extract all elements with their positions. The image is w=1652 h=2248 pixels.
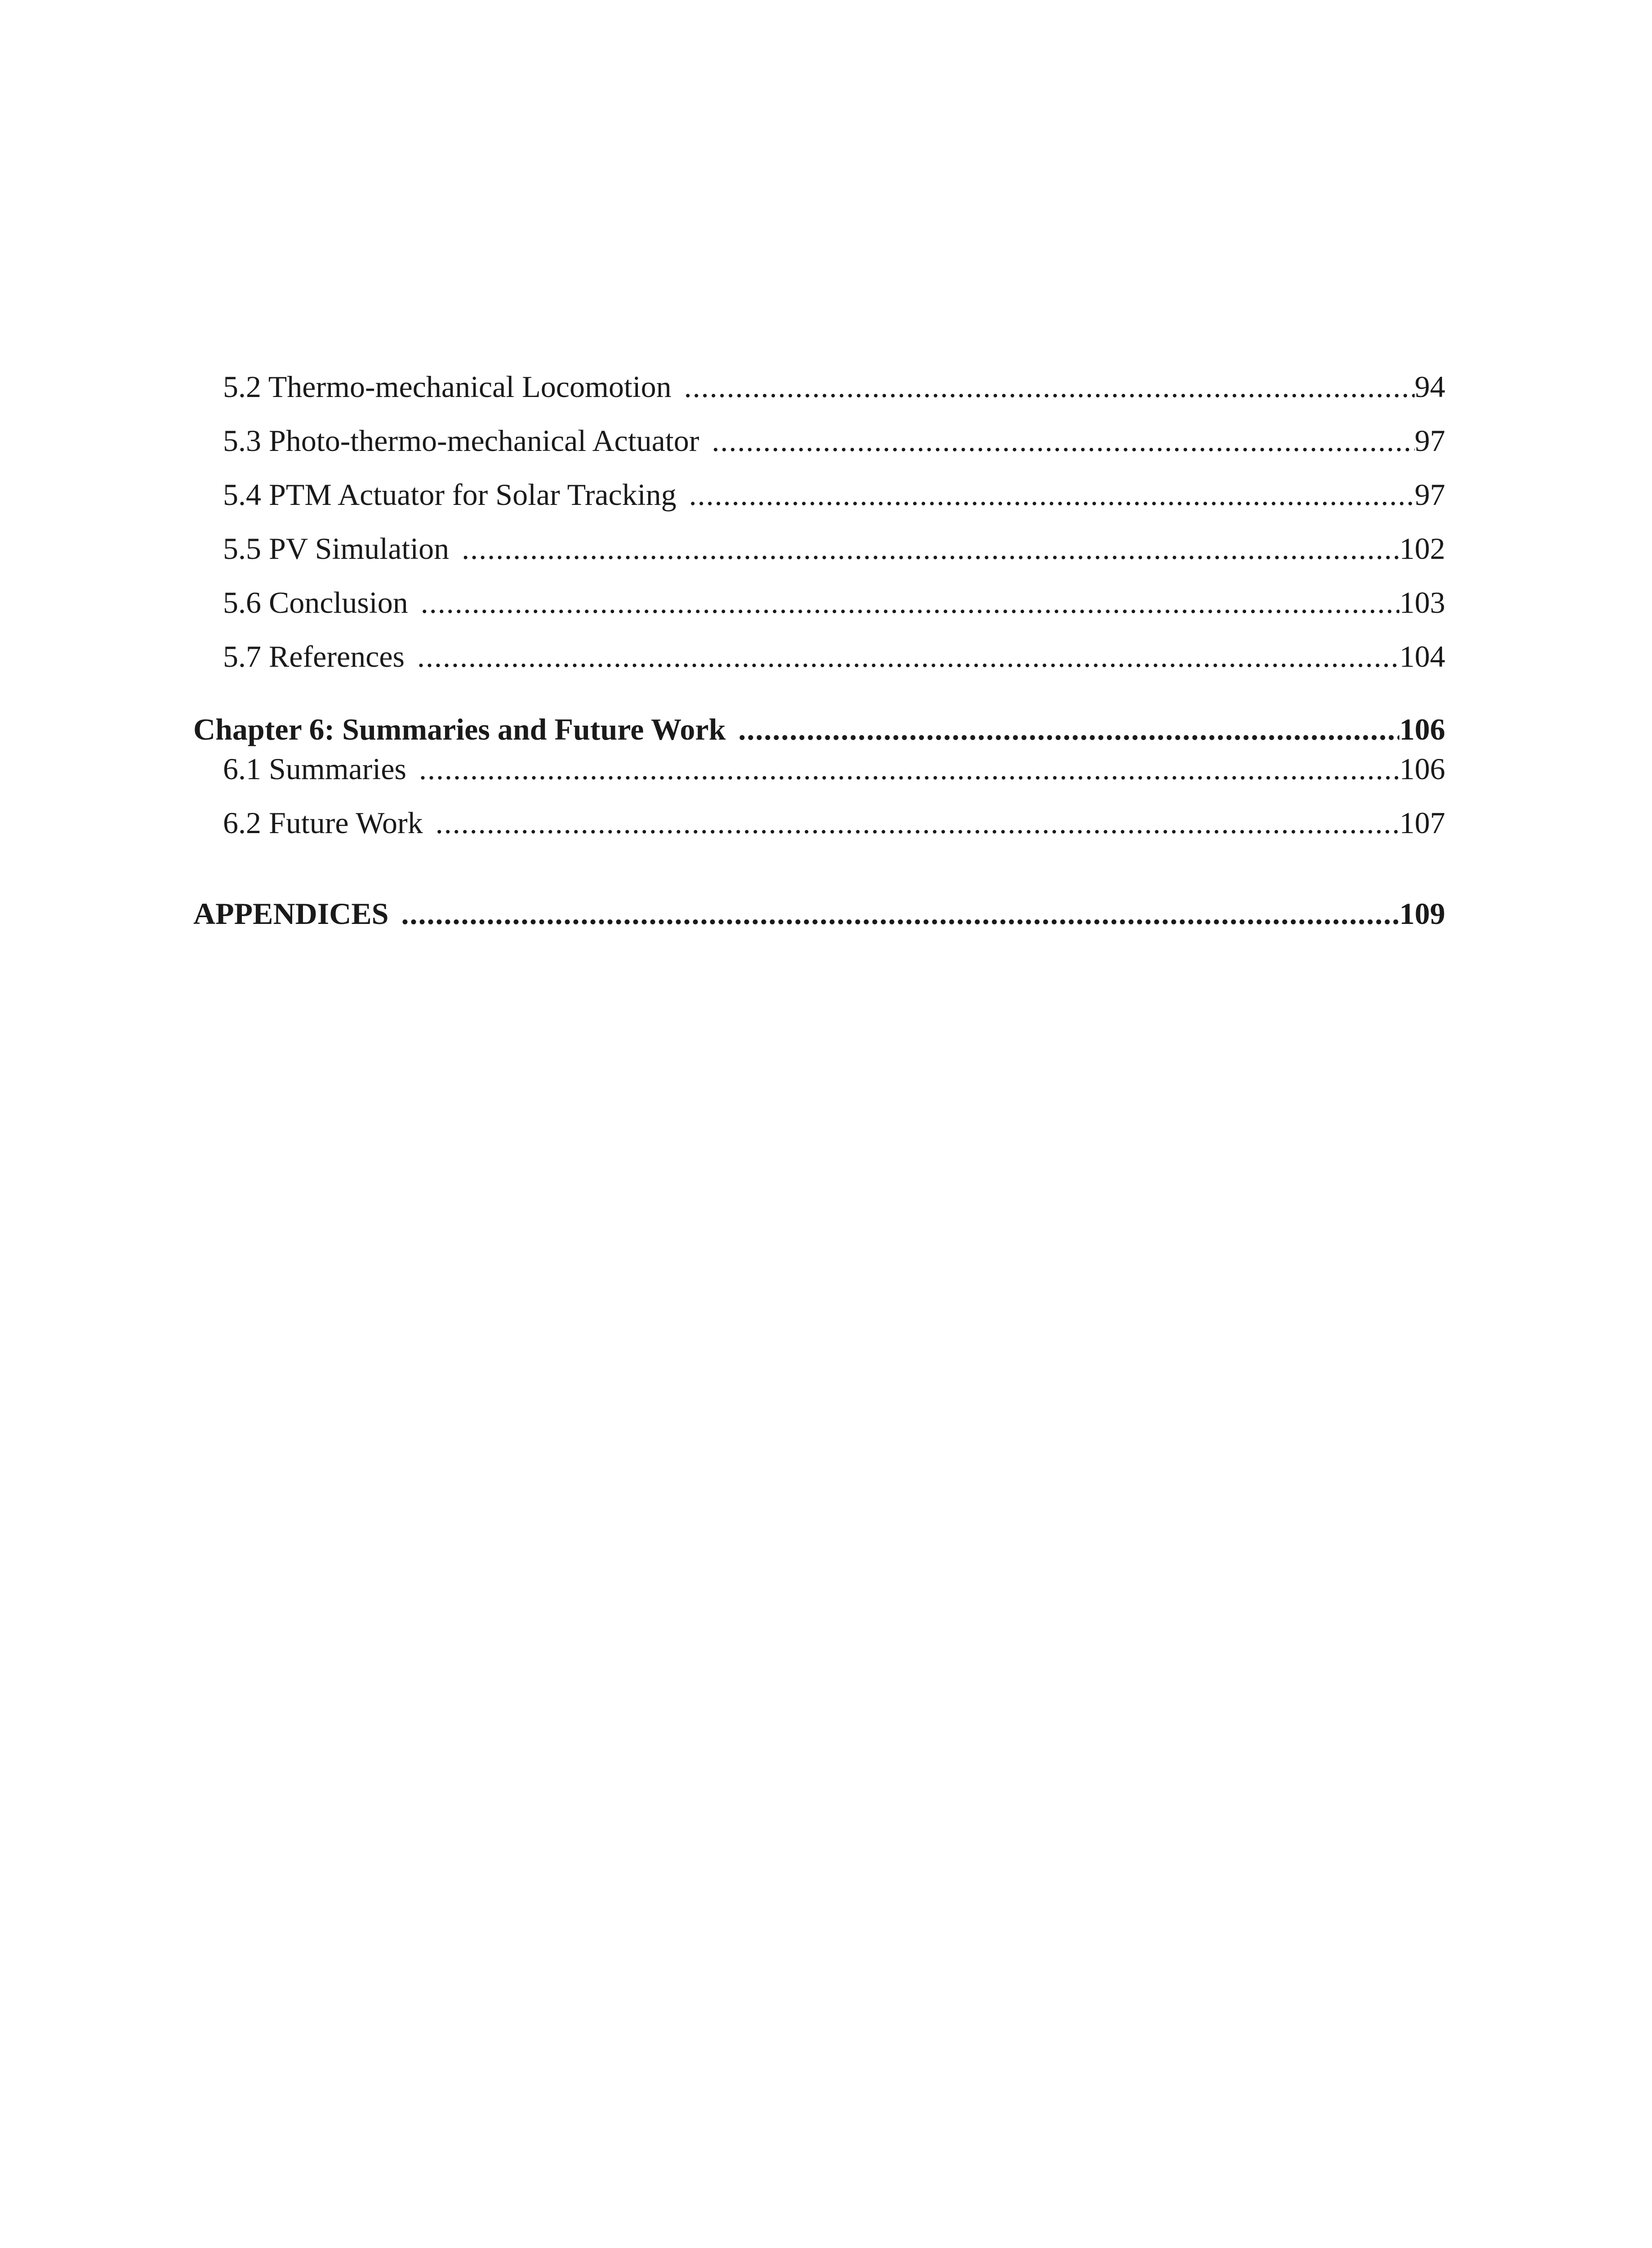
toc-entry-label: 5.3 Photo-thermo-mechanical Actuator xyxy=(223,424,699,458)
toc-dot-leader xyxy=(417,629,1399,683)
toc-entry-label: 5.7 References xyxy=(223,639,405,674)
toc-entry-6-1[interactable] xyxy=(193,742,1445,796)
toc-entry-5-5[interactable] xyxy=(193,522,1445,575)
table-of-contents xyxy=(193,360,1445,941)
toc-entry-5-2[interactable] xyxy=(193,360,1445,414)
toc-entry-page: 109 xyxy=(1399,897,1445,931)
toc-dot-leader xyxy=(689,468,1415,522)
toc-entry-label: 5.5 PV Simulation xyxy=(223,531,450,566)
toc-entry-label: 5.2 Thermo-mechanical Locomotion xyxy=(223,370,672,404)
toc-entry-page: 106 xyxy=(1399,712,1445,746)
toc-dot-leader xyxy=(436,796,1399,850)
toc-entry-5-7[interactable] xyxy=(193,629,1445,683)
toc-dot-leader xyxy=(421,575,1399,629)
toc-entry-page: 103 xyxy=(1399,585,1445,620)
toc-entry-page: 104 xyxy=(1399,639,1445,674)
toc-entry-label: Chapter 6: Summaries and Future Work xyxy=(193,712,726,746)
toc-entry-appendices[interactable] xyxy=(193,887,1445,941)
toc-dot-leader xyxy=(419,742,1399,796)
toc-entry-5-3[interactable] xyxy=(193,414,1445,468)
toc-entry-page: 97 xyxy=(1415,424,1445,458)
toc-dot-leader xyxy=(684,360,1415,414)
toc-entry-page: 106 xyxy=(1399,752,1445,786)
toc-entry-label: 5.4 PTM Actuator for Solar Tracking xyxy=(223,477,677,512)
toc-entry-5-6[interactable] xyxy=(193,575,1445,629)
toc-entry-label: 5.6 Conclusion xyxy=(223,585,408,620)
toc-entry-label: 6.1 Summaries xyxy=(223,752,406,786)
toc-entry-page: 102 xyxy=(1399,531,1445,566)
toc-entry-5-4[interactable] xyxy=(193,468,1445,522)
toc-dot-leader xyxy=(462,522,1399,575)
toc-entry-label: APPENDICES xyxy=(193,897,389,931)
toc-entry-label: 6.2 Future Work xyxy=(223,806,423,840)
toc-entry-page: 107 xyxy=(1399,806,1445,840)
toc-entry-page: 94 xyxy=(1415,370,1445,404)
toc-entry-page: 97 xyxy=(1415,477,1445,512)
toc-dot-leader xyxy=(712,414,1415,468)
toc-entry-6-2[interactable] xyxy=(193,796,1445,850)
toc-dot-leader xyxy=(401,887,1400,941)
